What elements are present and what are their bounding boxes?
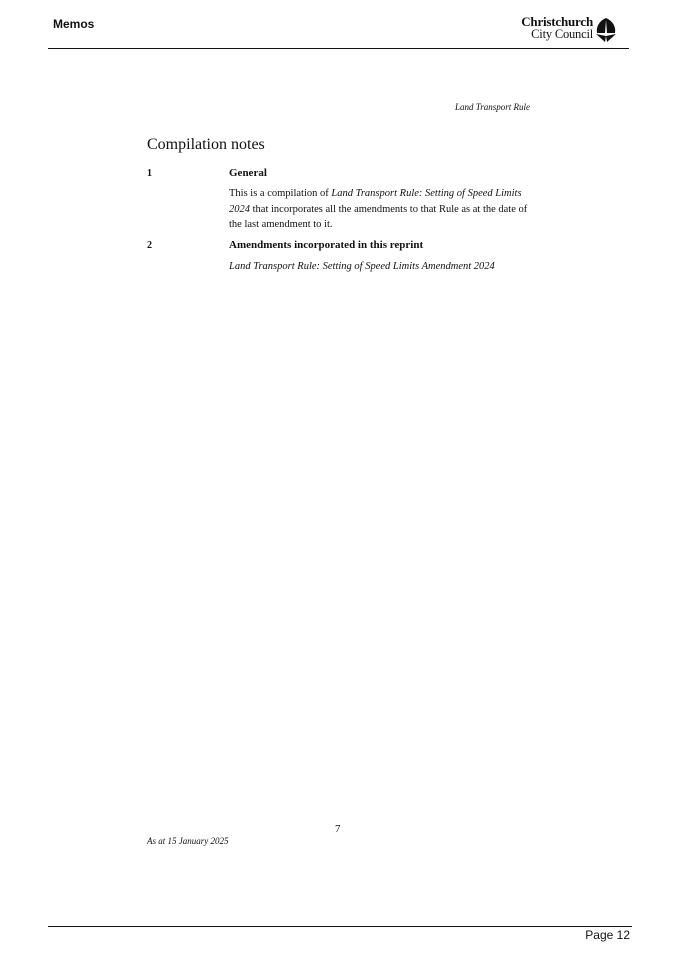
note-body-citation: Land Transport Rule: Setting of Speed Limits 2024 — [229, 188, 522, 215]
note-body — [229, 186, 541, 233]
page-number: Page 12 — [585, 928, 630, 942]
note-body-text: This is a compilation of — [229, 188, 332, 199]
logo-text — [521, 15, 593, 41]
logo-line-1: Christchurch — [521, 14, 593, 29]
footer-divider — [48, 926, 632, 927]
note-body — [229, 259, 541, 275]
note-body-citation: Land Transport Rule: Setting of Speed Limits Amendment 2024 — [229, 261, 495, 272]
header-divider — [48, 48, 629, 49]
logo-line-2: City Council — [531, 27, 593, 41]
as-at-date: As at 15 January 2025 — [147, 836, 229, 846]
note-number: 1 — [147, 168, 152, 179]
note-title: Amendments incorporated in this reprint — [229, 239, 424, 251]
note-number: 2 — [147, 240, 152, 251]
section-heading: Compilation notes — [147, 136, 265, 153]
header-title: Memos — [53, 17, 95, 31]
note-body-text: that incorporates all the amendments to that Rule as at the date of the last amendment to it. — [229, 203, 528, 230]
inner-page-number: 7 — [335, 823, 341, 835]
christchurch-cathedral-logo-icon — [594, 17, 618, 43]
council-logo — [508, 15, 618, 45]
note-title: General — [229, 167, 267, 179]
running-head: Land Transport Rule — [454, 102, 530, 112]
